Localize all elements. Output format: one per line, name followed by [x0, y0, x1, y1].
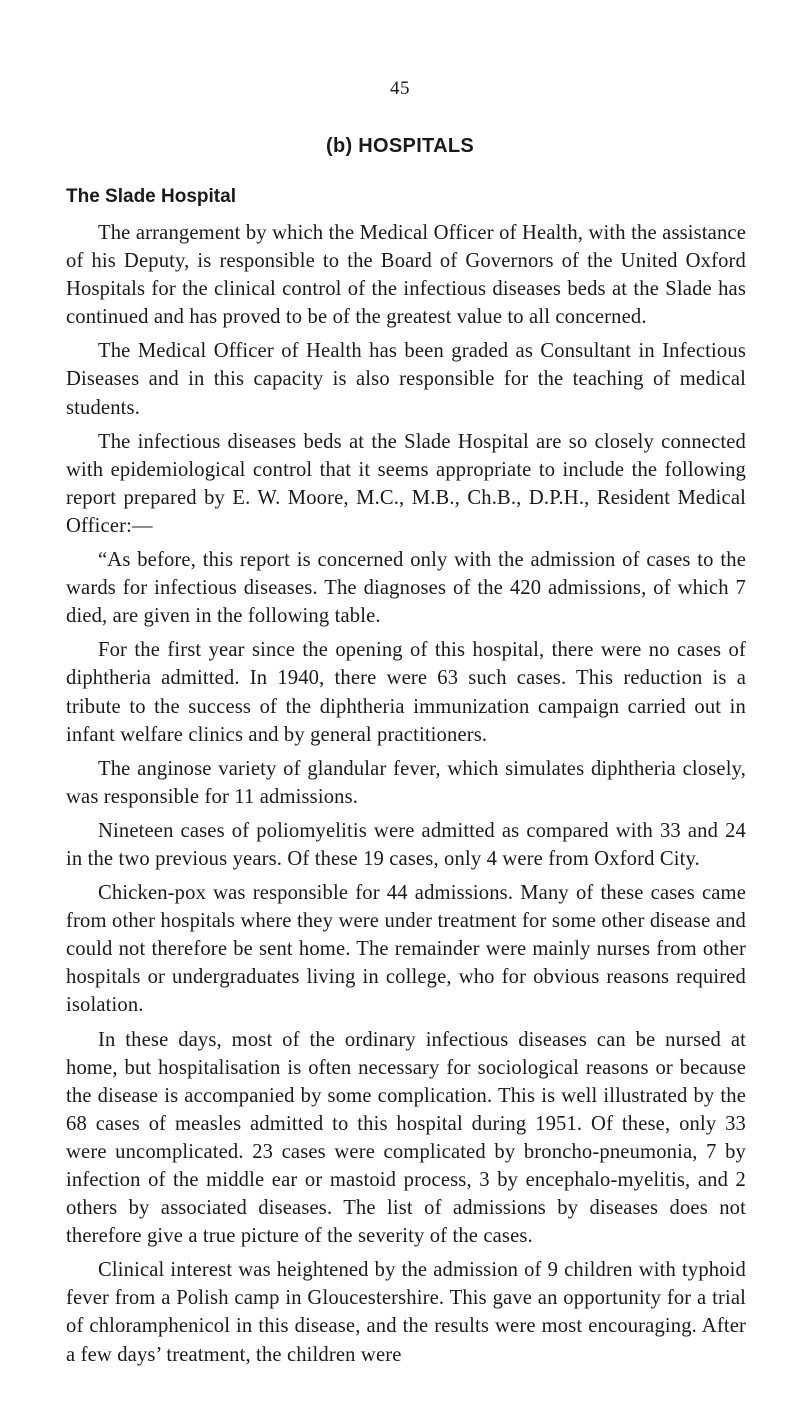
- paragraph-arrangement: The arrangement by which the Medical Officer of Health, with the assistance of his Deputy, is responsible to the Board of Governors of the United Oxford Hospitals for the clinical control of the infectious diseases beds at the Slade has continued and has proved to be of the greatest value to all concerned.: [66, 222, 746, 329]
- paragraph-admissions: “As before, this report is concerned only with the admission of cases to the wards for infectious diseases. The diagnoses of the 420 admissions, of which 7 died, are given in the following table.: [66, 549, 746, 628]
- paragraph-diphtheria: For the first year since the opening of this hospital, there were no cases of diphtheria admitted. In 1940, there were 63 such cases. This reduction is a tribute to the success of the diphtheria immunization campaign carried out in infant welfare clinics and by general practitioners.: [66, 639, 746, 746]
- page-number: 45: [390, 78, 410, 99]
- paragraph-consultant: The Medical Officer of Health has been graded as Consultant in Infectious Diseases and in this capacity is also responsible for the teaching of medical students.: [66, 340, 746, 419]
- paragraph-measles: In these days, most of the ordinary infectious diseases can be nursed at home, but hospitalisation is often necessary for sociological reasons or because the disease is accompanied by some complication. This is well illustrated by the 68 cases of measles admitted to this hospital during 1951. Of these, only 33 were uncomplicated. 23 cases were complicated by broncho-pneumonia, 7 by infection of the middle ear or mastoid process, 3 by encephalo-myelitis, and 2 others by associated diseases. The list of admissions by diseases does not therefore give a true picture of the severity of the cases.: [66, 1028, 746, 1248]
- paragraph-poliomyelitis: Nineteen cases of poliomyelitis were admitted as compared with 33 and 24 in the two previous years. Of these 19 cases, only 4 were from Oxford City.: [66, 819, 746, 870]
- subheading-slade-hospital: The Slade Hospital: [66, 186, 236, 207]
- section-heading: (b) HOSPITALS: [326, 135, 474, 157]
- paragraph-report-intro: The infectious diseases beds at the Slade Hospital are so closely connected with epidemiological control that it seems appropriate to include the following report prepared by E. W. Moore, M.C., M.B., Ch.B., D.P.H., Resident Medical Officer:—: [66, 430, 746, 537]
- body-text: [66, 219, 746, 1375]
- paragraph-typhoid: Clinical interest was heightened by the admission of 9 children with typhoid fever from a Polish camp in Gloucestershire. This gave an opportunity for a trial of chloramphenicol in this disease, and the results were most encouraging. After a few days’ treatment, the children were: [66, 1259, 746, 1366]
- paragraph-glandular-fever: The anginose variety of glandular fever, which simulates diphtheria closely, was responsible for 11 admissions.: [66, 757, 746, 808]
- paragraph-chicken-pox: Chicken-pox was responsible for 44 admissions. Many of these cases came from other hospitals where they were under treatment for some other disease and could not therefore be sent home. The remainder were mainly nurses from other hospitals or undergraduates living in college, who for obvious reasons required isolation.: [66, 882, 746, 1017]
